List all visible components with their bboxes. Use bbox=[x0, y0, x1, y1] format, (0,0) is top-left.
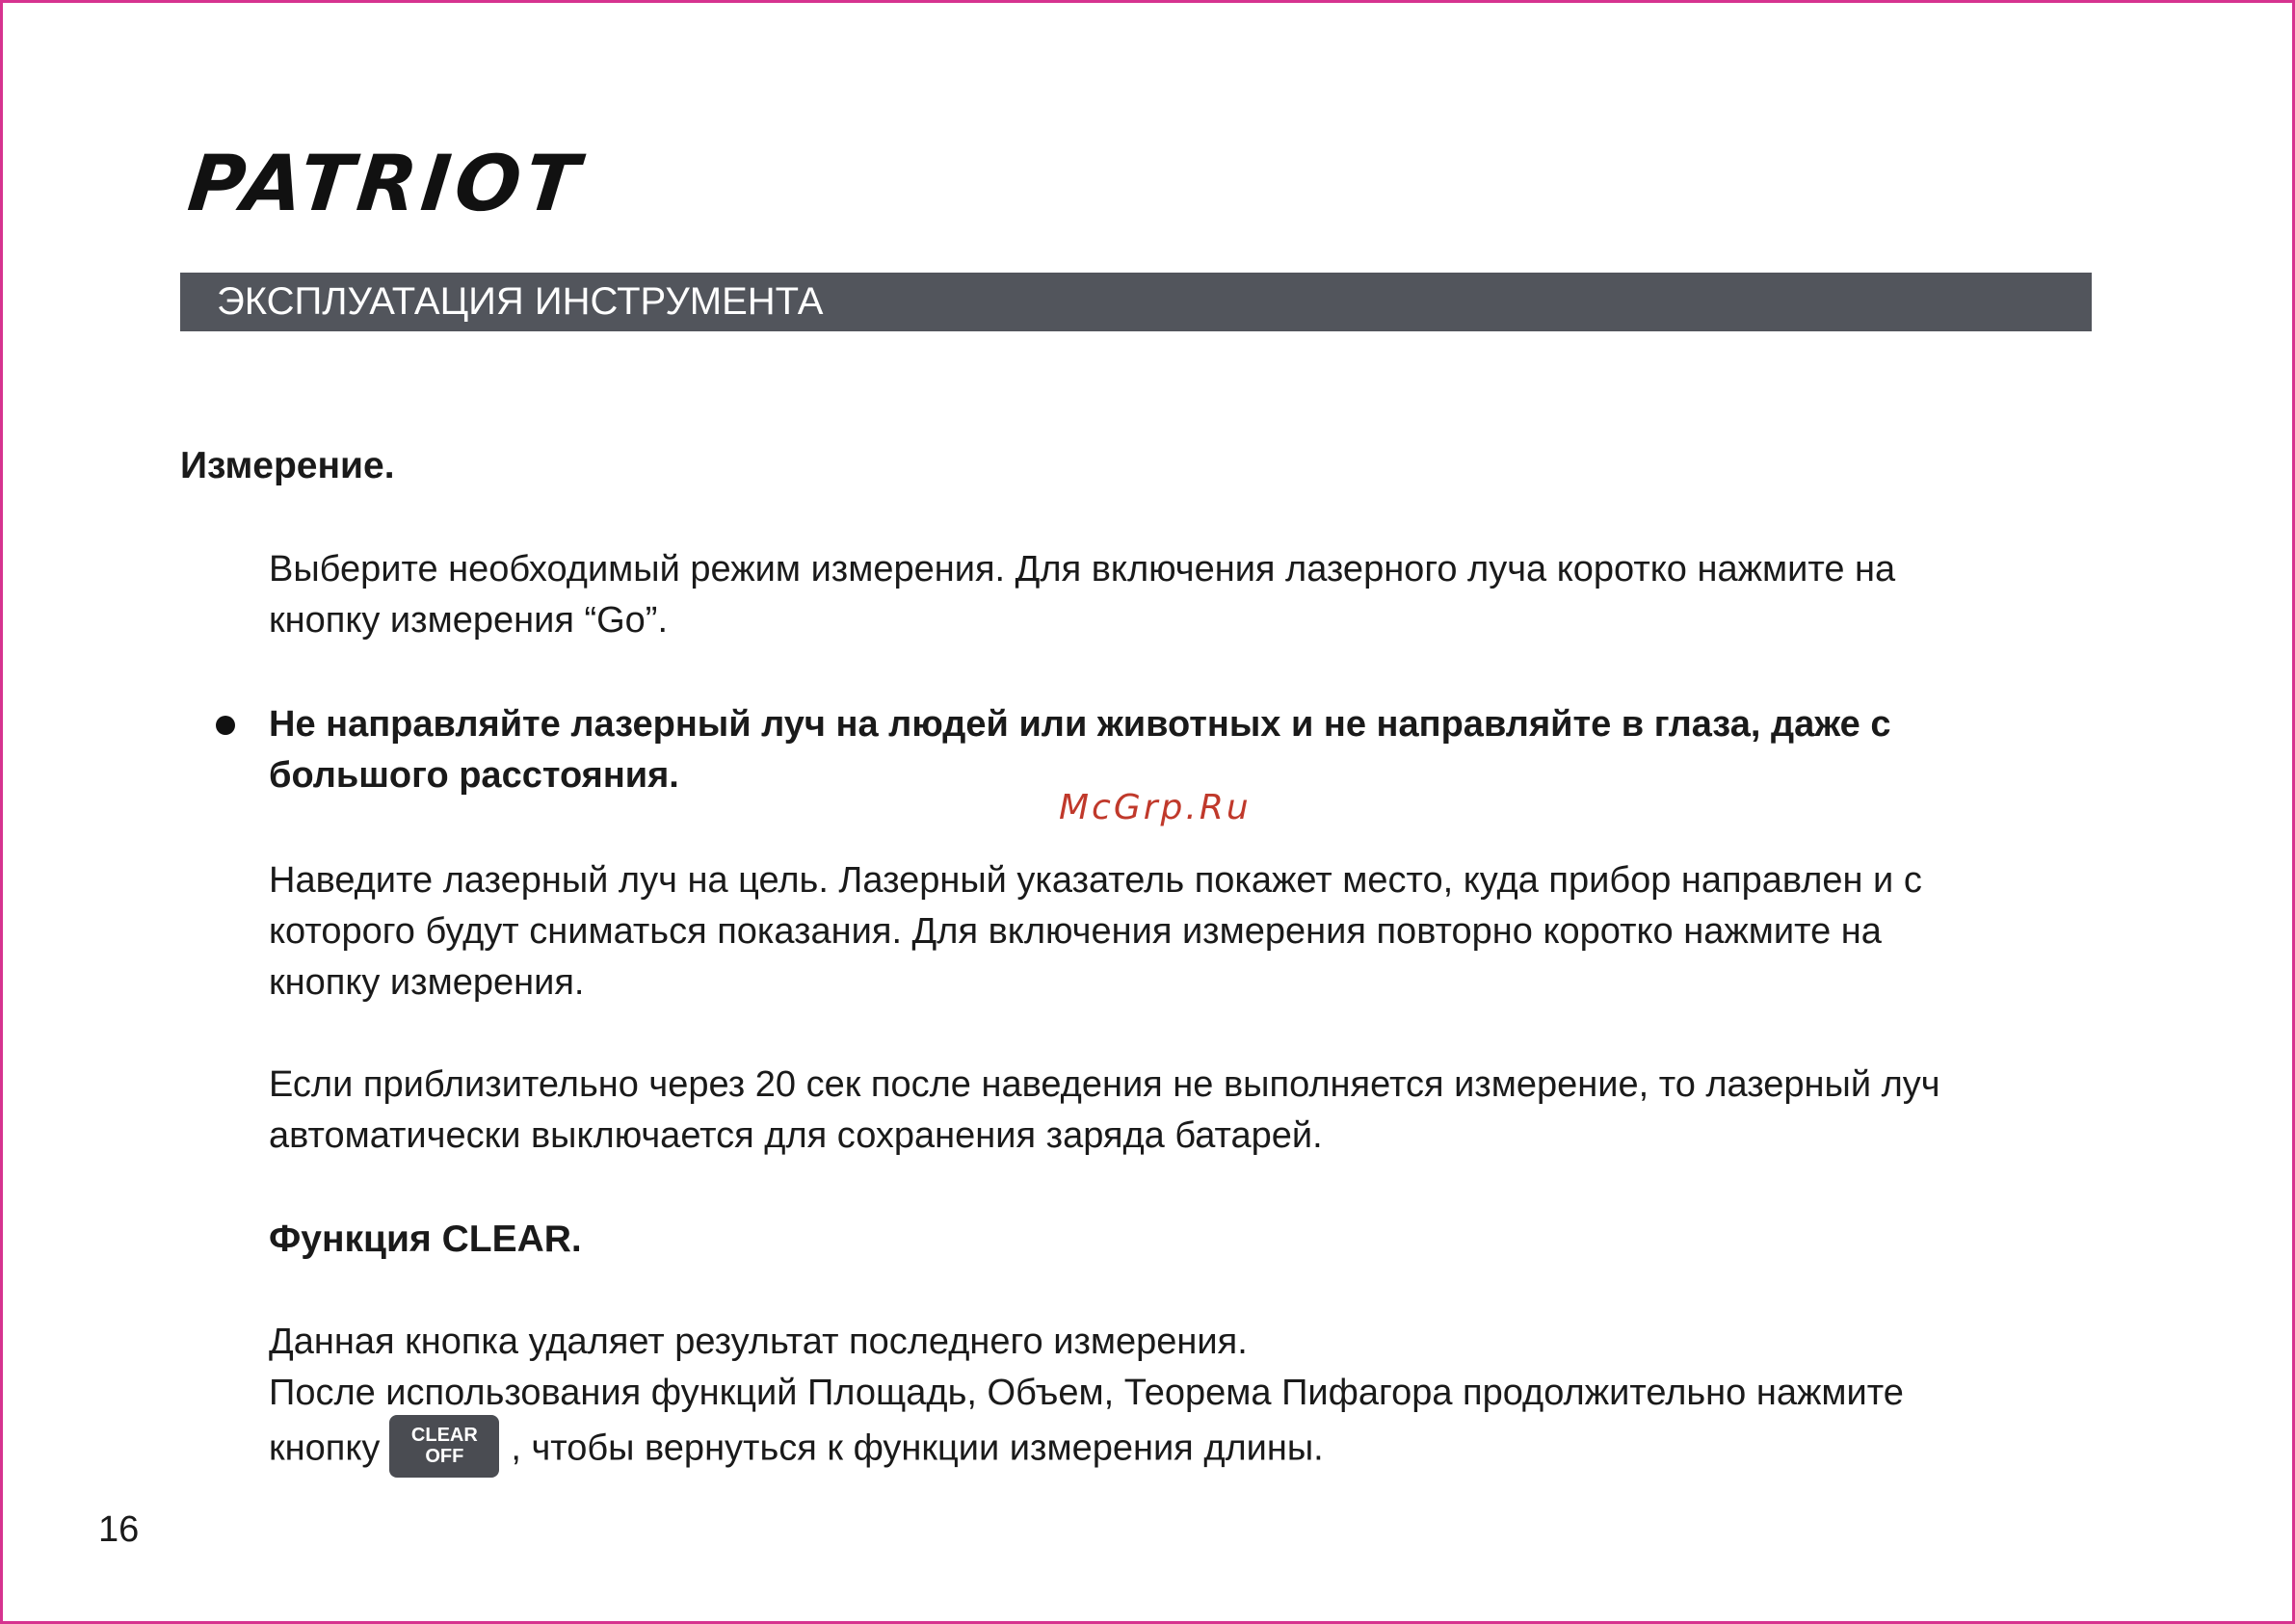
measurement-paragraph-1 bbox=[269, 544, 2099, 646]
warning-line: Не направляйте лазерный луч на людей или животных и не направляйте в глаза, даже с bbox=[269, 704, 1891, 745]
watermark: McGrp.Ru bbox=[1059, 788, 1252, 827]
paragraph-line: После использования функций Площадь, Объем, Теорема Пифагора продолжительно нажмите bbox=[269, 1373, 1904, 1413]
paragraph-line bbox=[269, 1419, 2099, 1481]
paragraph-line: Выберите необходимый режим измерения. Для включения лазерного луча коротко нажмите на bbox=[269, 549, 1896, 589]
patriot-logo: PATRIOT bbox=[184, 139, 589, 228]
paragraph-line: которого будут сниматься показания. Для включения измерения повторно коротко нажмите на bbox=[269, 911, 1882, 952]
clear-function-heading: Функция CLEAR. bbox=[269, 1218, 582, 1260]
clear-off-button-icon bbox=[389, 1415, 499, 1478]
paragraph-line: автоматически выключается для сохранения заряда батарей. bbox=[269, 1115, 1323, 1156]
paragraph-line: Наведите лазерный луч на цель. Лазерный указатель покажет место, куда прибор направлен и с bbox=[269, 860, 1922, 901]
section-title-bar: ЭКСПЛУАТАЦИЯ ИНСТРУМЕНТА bbox=[180, 273, 2092, 331]
measurement-paragraph-3 bbox=[269, 1060, 2099, 1162]
off-button-label: OFF bbox=[425, 1446, 464, 1467]
measurement-heading: Измерение. bbox=[180, 445, 395, 486]
paragraph-text: , чтобы вернуться к функции измерения длины. bbox=[511, 1428, 1324, 1469]
page-number: 16 bbox=[98, 1509, 140, 1550]
paragraph-line: Если приблизительно через 20 сек после наведения не выполняется измерение, то лазерный луч bbox=[269, 1064, 1940, 1105]
warning-line: большого расстояния. bbox=[269, 755, 679, 796]
paragraph-line: Данная кнопка удаляет результат последнего измерения. bbox=[269, 1322, 1248, 1362]
laser-warning bbox=[269, 699, 2099, 801]
paragraph-line: кнопку измерения “Go”. bbox=[269, 600, 669, 641]
clear-function-paragraph bbox=[269, 1317, 2099, 1481]
paragraph-line: кнопку измерения. bbox=[269, 962, 585, 1003]
paragraph-text: кнопку bbox=[269, 1428, 381, 1469]
clear-button-label: CLEAR bbox=[410, 1425, 478, 1446]
bullet-icon bbox=[216, 716, 235, 735]
measurement-paragraph-2 bbox=[269, 855, 2099, 1008]
